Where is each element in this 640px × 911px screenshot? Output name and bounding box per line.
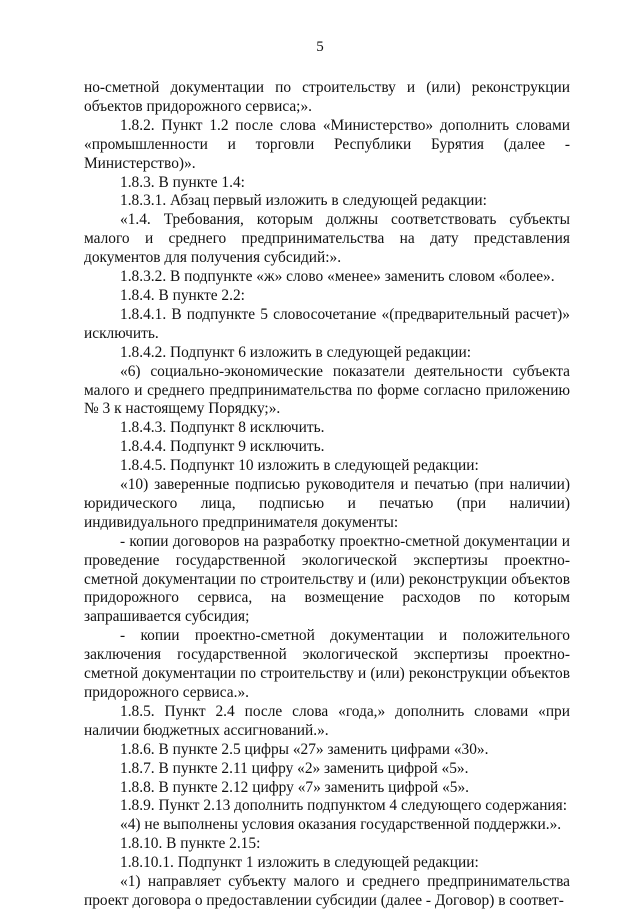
paragraph: 1.8.8. В пункте 2.12 цифру «7» заменить цифрой «5». [120,778,470,796]
paragraph: 1.8.4. В пункте 2.2: [120,286,245,304]
paragraph: - копии договоров на разработку проектно-сметной документации и проведение государственной экологической экспертизы проектно-сметной документации по строительству и (или) реконструкции объектов придорожного сервиса, на возмещение расходов по которым запрашивается субсидия; [84,532,570,626]
paragraph: 1.8.3. В пункте 1.4: [120,173,245,191]
paragraph: 1.8.4.2. Подпункт 6 изложить в следующей редакции: [120,343,472,361]
paragraph: «1.4. Требования, которым должны соответствовать субъекты малого и среднего предпринимательства на дату представления документов для получения субсидий:». [84,211,570,267]
paragraph: 1.8.2. Пункт 1.2 после слова «Министерство» дополнить словами «промышленности и торговли Республики Бурятия (далее - Министерство)». [84,116,570,172]
paragraph: «1) направляет субъекту малого и среднего предпринимательства проект договора о предоставлении субсидии (далее - Договор) в соответ- [84,873,570,909]
paragraph: 1.8.10.1. Подпункт 1 изложить в следующей редакции: [120,854,479,872]
paragraph: 1.8.4.5. Подпункт 10 изложить в следующей редакции: [120,457,479,475]
paragraph: «6) социально-экономические показатели деятельности субъекта малого и среднего предпринимательства по форме согласно приложению № 3 к настоящему Порядку;». [84,362,570,418]
paragraph: 1.8.9. Пункт 2.13 дополнить подпунктом 4 следующего содержания: [120,797,568,815]
document-body [84,79,570,911]
paragraph: 1.8.5. Пункт 2.4 после слова «года,» дополнить словами «при наличии бюджетных ассигнований.». [84,702,570,739]
paragraph: «4) не выполнены условия оказания государственной поддержки.». [120,816,562,834]
paragraph: 1.8.4.1. В подпункте 5 словосочетание «(предварительный расчет)» исключить. [84,305,570,342]
paragraph: но-сметной документации по строительству и (или) реконструкции объектов придорожного сервиса;». [84,79,570,115]
paragraph: 1.8.10. В пункте 2.15: [120,835,261,853]
paragraph: «10) заверенные подписью руководителя и печатью (при наличии) юридического лица, подписью и печатью (при наличии) индивидуального предпринимателя документы: [84,476,570,531]
paragraph: 1.8.3.2. В подпункте «ж» слово «менее» заменить словом «более». [120,268,555,286]
page-number: 5 [316,39,324,55]
paragraph: 1.8.4.3. Подпункт 8 исключить. [120,419,325,437]
paragraph: 1.8.6. В пункте 2.5 цифры «27» заменить цифрами «30». [120,740,489,758]
paragraph: 1.8.3.1. Абзац первый изложить в следующей редакции: [120,192,487,210]
paragraph: 1.8.7. В пункте 2.11 цифру «2» заменить цифрой «5». [120,759,469,777]
paragraph: - копии проектно-сметной документации и положительного заключения государственной экологической экспертизы проектно-сметной документации по строительству и (или) реконструкции объектов придорожного сервиса.». [84,627,570,701]
paragraph: 1.8.4.4. Подпункт 9 исключить. [120,438,325,456]
